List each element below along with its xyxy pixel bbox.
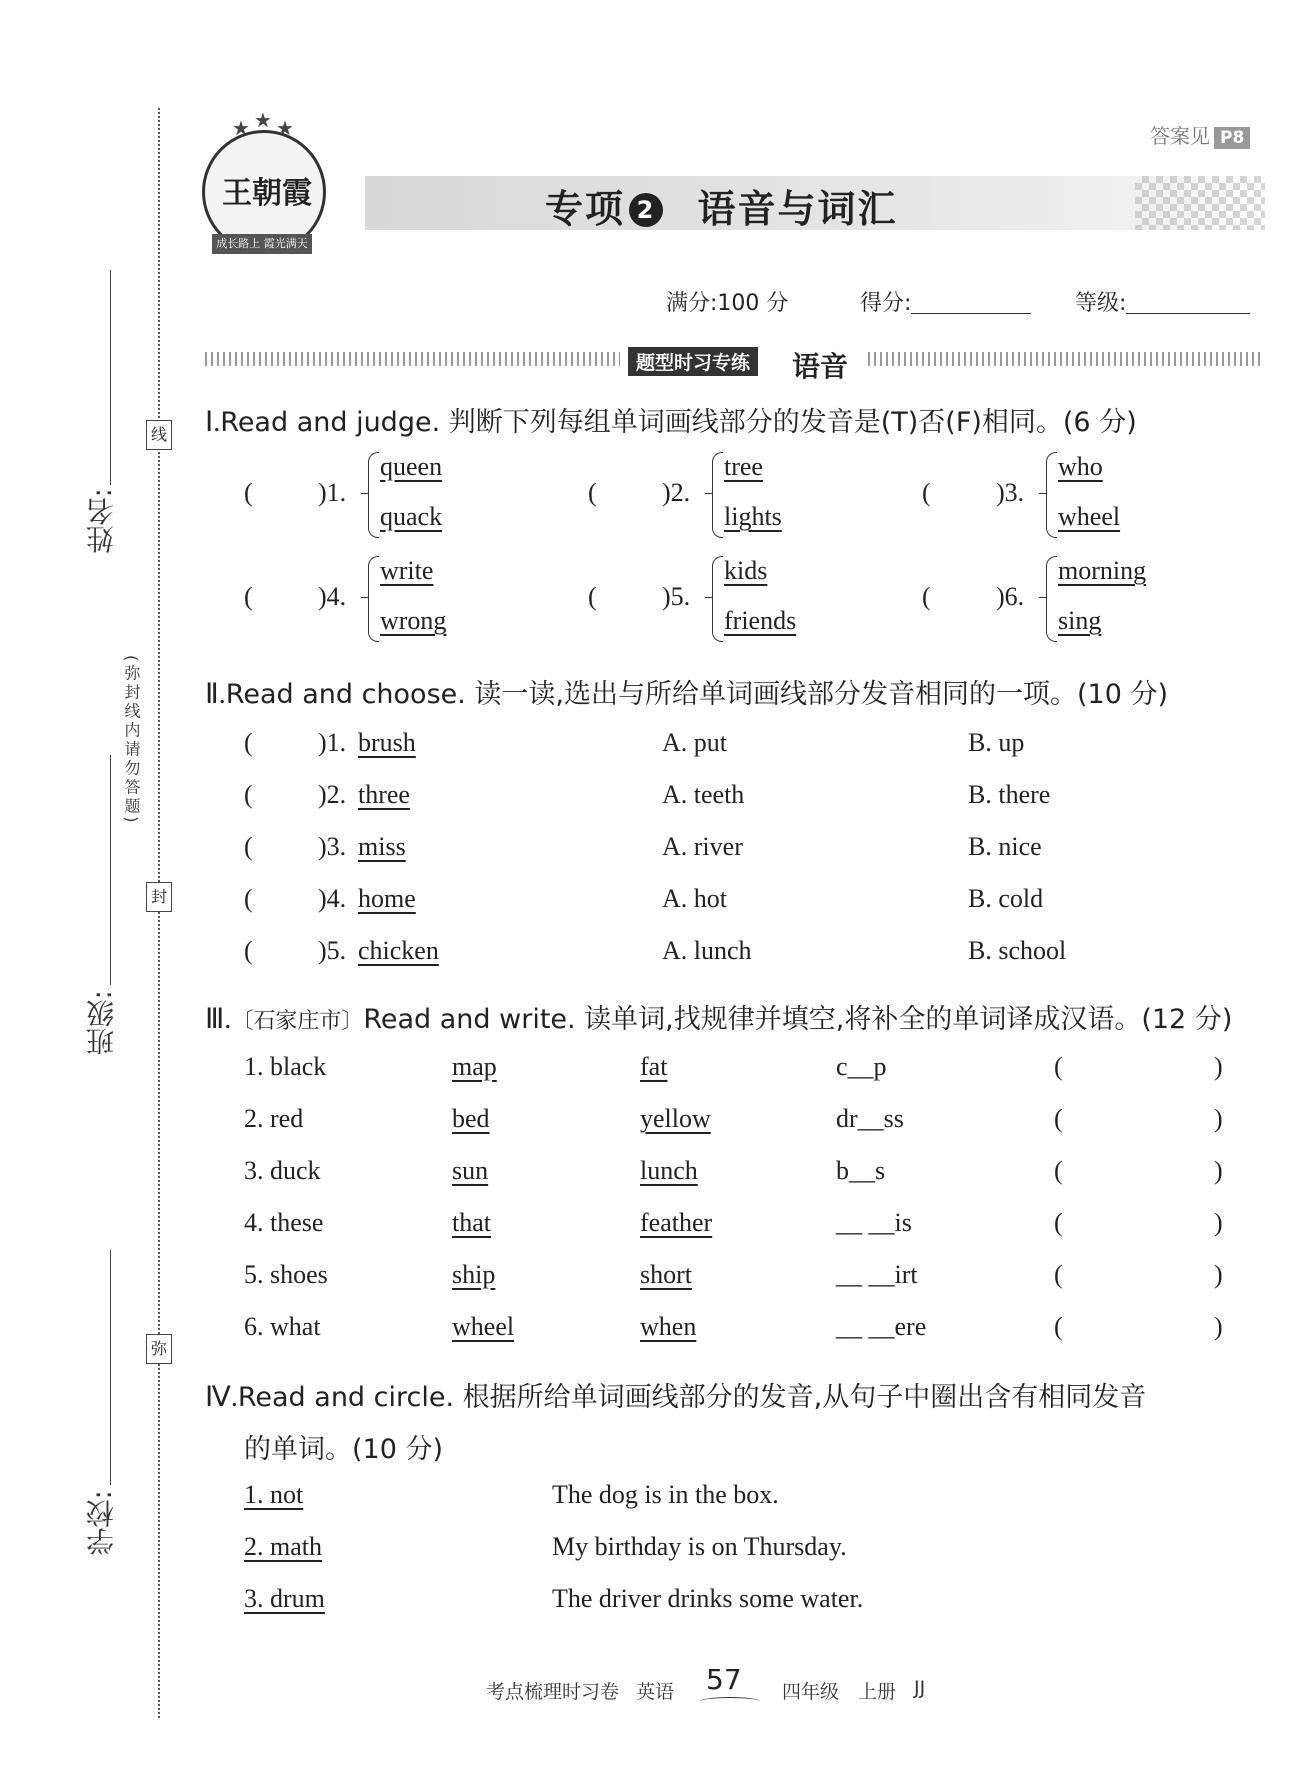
binding-dotted-line — [158, 108, 160, 1718]
word-b: quack — [380, 502, 443, 531]
brace-icon — [368, 556, 379, 642]
answer-open-paren[interactable]: ( — [922, 582, 931, 611]
answer-ref-label: 答案见 — [1150, 124, 1210, 148]
word-a: tree — [724, 452, 763, 481]
word-pair — [724, 556, 796, 636]
word-b: sing — [1058, 606, 1102, 635]
part2-heading — [205, 672, 1168, 711]
section-tag: 题型时习专练 — [628, 347, 758, 376]
logo-slogan: 成长路上 霞光满天 — [212, 234, 312, 254]
answer-open-paren[interactable]: ( — [588, 478, 597, 507]
brace-icon — [712, 556, 723, 642]
row-word-1: 2. red — [244, 1104, 304, 1133]
footer-edition: JJ — [914, 1677, 926, 1699]
fill-blank-word[interactable]: c__p — [836, 1052, 887, 1081]
row-word-3: fat — [640, 1052, 668, 1081]
given-word: three — [358, 780, 410, 809]
row-word-3: lunch — [640, 1156, 698, 1185]
answer-open-paren[interactable]: ( — [922, 478, 931, 507]
fill-blank-word[interactable]: __ __is — [836, 1208, 912, 1237]
question-number: )5. — [318, 936, 347, 965]
grade-label: 等级: — [1075, 291, 1127, 316]
question-number: )3. — [318, 832, 347, 861]
seal-mark-mi: 弥 — [146, 1334, 172, 1364]
brace-icon — [712, 452, 723, 538]
translation-close-paren: ) — [1214, 1156, 1223, 1185]
word-pair — [1058, 556, 1146, 636]
footer-grade: 四年级 — [782, 1681, 840, 1703]
word-pair — [1058, 452, 1120, 532]
row-word-2: that — [452, 1208, 491, 1237]
part3-roman: Ⅲ. — [205, 1004, 232, 1035]
star-icon: ★ — [254, 108, 272, 132]
row-word-1: 3. duck — [244, 1156, 321, 1185]
answer-open-paren[interactable]: ( — [244, 832, 253, 861]
score-blank[interactable] — [911, 291, 1031, 314]
translation-close-paren: ) — [1214, 1104, 1223, 1133]
brace-icon — [1046, 556, 1057, 642]
star-icon: ★ — [276, 116, 294, 140]
row-word-3: yellow — [640, 1104, 711, 1133]
part4-title-line1: Read and circle. 根据所给单词画线部分的发音,从句子中圈出含有相同发音 — [237, 1382, 1147, 1413]
part4-heading — [205, 1375, 1146, 1414]
translation-close-paren: ) — [1214, 1208, 1223, 1237]
footer-volume: 上册 — [858, 1681, 897, 1703]
word-a: kids — [724, 556, 768, 585]
option-b[interactable]: B. there — [968, 780, 1051, 809]
brace-icon — [368, 452, 379, 538]
translation-open-paren[interactable]: ( — [1054, 1312, 1063, 1341]
option-a[interactable]: A. put — [662, 728, 727, 757]
answer-ref-page: P8 — [1214, 127, 1250, 149]
translation-close-paren: ) — [1214, 1312, 1223, 1341]
part2-title: Read and choose. 读一读,选出与所给单词画线部分发音相同的一项。(10 分) — [225, 679, 1169, 710]
section-divider-right — [868, 352, 1260, 366]
row-word-3: feather — [640, 1208, 713, 1237]
banner-checker-decoration — [1135, 176, 1265, 230]
translation-open-paren[interactable]: ( — [1054, 1104, 1063, 1133]
question-number: )2. — [662, 478, 691, 507]
row-word-1: 4. these — [244, 1208, 324, 1237]
word-a: write — [380, 556, 434, 585]
translation-open-paren[interactable]: ( — [1054, 1260, 1063, 1289]
part3-title: Read and write. 读单词,找规律并填空,将补全的单词译成汉语。(12 分) — [363, 1004, 1233, 1035]
answer-open-paren[interactable]: ( — [244, 582, 253, 611]
part1-title: Read and judge. 判断下列每组单词画线部分的发音是(T)否(F)相同。(6 分) — [220, 407, 1137, 438]
row-word-3: short — [640, 1260, 692, 1289]
full-score: 满分:100 分 — [666, 291, 789, 316]
word-a: morning — [1058, 556, 1147, 585]
given-word: chicken — [358, 936, 439, 965]
translation-open-paren[interactable]: ( — [1054, 1156, 1063, 1185]
page-title — [545, 178, 898, 233]
word-pair — [380, 452, 442, 532]
section-label: 语音 — [792, 350, 849, 383]
book-icon — [700, 1697, 760, 1706]
row-word-2: wheel — [452, 1312, 515, 1341]
school-label: 学校: — [85, 1490, 118, 1556]
option-b[interactable]: B. nice — [968, 832, 1042, 861]
topic-number: 2 — [629, 193, 663, 227]
seal-mark-seal: 封 — [146, 882, 172, 912]
word-a: who — [1058, 452, 1103, 481]
given-word: brush — [358, 728, 416, 757]
class-label: 班级: — [85, 990, 118, 1056]
answer-open-paren[interactable]: ( — [244, 884, 253, 913]
score-field — [860, 286, 1031, 317]
option-a[interactable]: A. teeth — [662, 780, 745, 809]
given-word: 2. math — [244, 1532, 322, 1561]
answer-open-paren[interactable]: ( — [244, 728, 253, 757]
answer-open-paren[interactable]: ( — [244, 936, 253, 965]
answer-open-paren[interactable]: ( — [244, 478, 253, 507]
part2-roman: Ⅱ. — [205, 679, 226, 710]
fill-blank-word[interactable]: __ __ere — [836, 1312, 927, 1341]
row-word-2: bed — [452, 1104, 490, 1133]
topic-title: 语音与词汇 — [697, 187, 898, 231]
part3-heading — [205, 997, 1232, 1036]
fill-blank-word[interactable]: dr__ss — [836, 1104, 904, 1133]
name-label: 姓名: — [85, 488, 118, 554]
grade-field — [1075, 286, 1250, 317]
question-number: )4. — [318, 884, 347, 913]
part3-location: 〔石家庄市〕 — [231, 1008, 364, 1033]
part4-title-line2: 的单词。(10 分) — [244, 1434, 444, 1465]
question-number: )6. — [996, 582, 1025, 611]
part1-heading — [205, 400, 1137, 439]
answer-open-paren[interactable]: ( — [244, 780, 253, 809]
seal-mark-line: 线 — [146, 420, 172, 450]
star-icon: ★ — [232, 116, 250, 140]
translation-open-paren[interactable]: ( — [1054, 1052, 1063, 1081]
circle-sentence[interactable]: The dog is in the box. — [552, 1480, 779, 1509]
answer-open-paren[interactable]: ( — [588, 582, 597, 611]
fill-blank-word[interactable]: b__s — [836, 1156, 886, 1185]
given-word: home — [358, 884, 416, 913]
fill-blank-word[interactable]: __ __irt — [836, 1260, 918, 1289]
word-b: wrong — [380, 606, 447, 635]
topic-prefix: 专项 — [545, 187, 626, 231]
page-number: 57 — [706, 1663, 742, 1696]
row-word-2: ship — [452, 1260, 496, 1289]
brace-icon — [1046, 452, 1057, 538]
footer-book: 考点梳理时习卷 — [486, 1681, 620, 1703]
option-b[interactable]: B. cold — [968, 884, 1044, 913]
class-line[interactable] — [110, 755, 111, 985]
score-label: 得分: — [860, 291, 912, 316]
question-number: )2. — [318, 780, 347, 809]
option-a[interactable]: A. river — [662, 832, 743, 861]
translation-close-paren: ) — [1214, 1052, 1223, 1081]
question-number: )5. — [662, 582, 691, 611]
answer-reference — [1150, 120, 1250, 149]
row-word-2: map — [452, 1052, 497, 1081]
word-a: queen — [380, 452, 443, 481]
given-word: 1. not — [244, 1480, 304, 1509]
section-divider-left — [205, 352, 620, 366]
option-b[interactable]: B. up — [968, 728, 1025, 757]
option-a[interactable]: A. lunch — [662, 936, 752, 965]
row-word-1: 6. what — [244, 1312, 321, 1341]
word-b: wheel — [1058, 502, 1121, 531]
given-word: miss — [358, 832, 406, 861]
word-b: lights — [724, 502, 782, 531]
question-number: )1. — [318, 478, 347, 507]
grade-blank[interactable] — [1126, 291, 1250, 314]
row-word-1: 5. shoes — [244, 1260, 328, 1289]
word-b: friends — [724, 606, 797, 635]
word-pair — [380, 556, 446, 636]
part4-roman: Ⅳ. — [205, 1382, 238, 1413]
part1-roman: Ⅰ. — [205, 407, 221, 438]
row-word-1: 1. black — [244, 1052, 327, 1081]
circle-sentence[interactable]: My birthday is on Thursday. — [552, 1532, 847, 1561]
translation-open-paren[interactable]: ( — [1054, 1208, 1063, 1237]
row-word-3: when — [640, 1312, 697, 1341]
logo-text: 王朝霞 — [222, 176, 312, 211]
question-number: )3. — [996, 478, 1025, 507]
given-word: 3. drum — [244, 1584, 325, 1613]
school-line[interactable] — [110, 1250, 111, 1485]
footer-subject: 英语 — [636, 1681, 675, 1703]
option-a[interactable]: A. hot — [662, 884, 727, 913]
row-word-2: sun — [452, 1156, 489, 1185]
seal-notice: (弥封线内请勿答题) — [122, 655, 141, 826]
name-line[interactable] — [110, 270, 111, 485]
question-number: )1. — [318, 728, 347, 757]
circle-sentence[interactable]: The driver drinks some water. — [552, 1584, 864, 1613]
translation-close-paren: ) — [1214, 1260, 1223, 1289]
option-b[interactable]: B. school — [968, 936, 1067, 965]
question-number: )4. — [318, 582, 347, 611]
word-pair — [724, 452, 782, 532]
